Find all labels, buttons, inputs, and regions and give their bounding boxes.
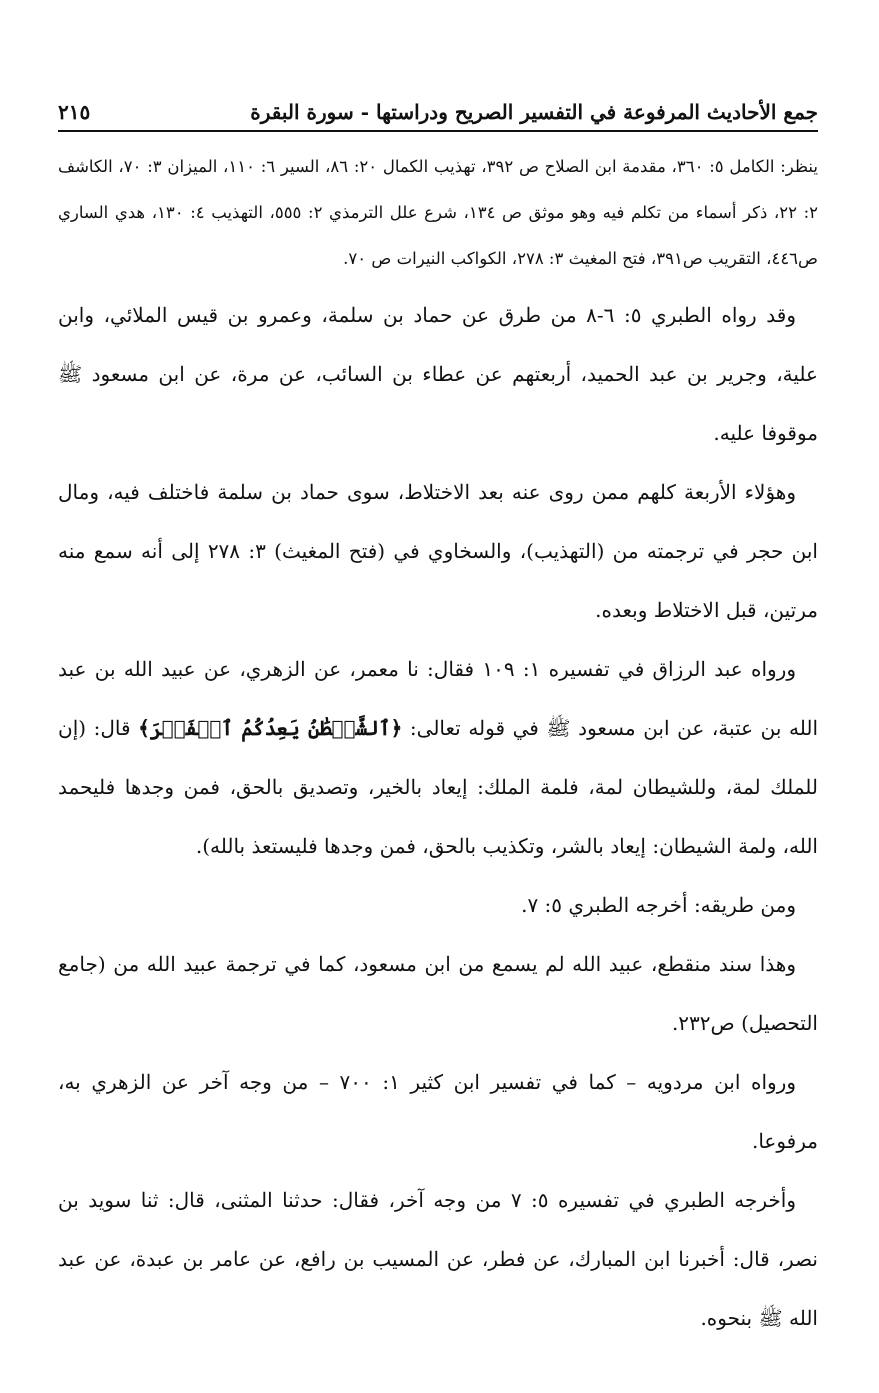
paragraph-abdurrazzaq-end: قال: (إن للملك لمة، وللشيطان لمة، فلمة الملك: إيعاد بالخير، وتصديق بالحق، فمن وجدها فليحمد الله، ولمة الشيطان: إيعاد بالشر، وتكذيب بالحق، فمن وجدها فليستعذ بالله). — [58, 716, 818, 858]
paragraph-tabari-narration: وقد رواه الطبري ٥: ٦-٨ من طرق عن حماد بن سلمة، وعمرو بن قيس الملائي، وابن علية، وجرير بن عبد الحميد، أربعتهم عن عطاء بن السائب، عن مرة، عن ابن مسعود ﷺ موقوفا عليه. — [58, 303, 818, 445]
quran-verse: ﴿ٱلشَّيۡطَٰنُ يَعِدُكُمُ ٱلۡفَقۡرَ﴾ — [138, 716, 403, 740]
paragraph-ibn-mardawayh: ورواه ابن مردويه – كما في تفسير ابن كثير ١: ٧٠٠ – من وجه آخر عن الزهري به، مرفوعا. — [58, 1070, 818, 1153]
paragraph-ikhtilat: وهؤلاء الأربعة كلهم ممن روى عنه بعد الاختلاط، سوى حماد بن سلمة فاختلف فيه، ومال ابن حجر في ترجمته من (التهذيب)، والسخاوي في (فتح المغيث) ٣: ٢٧٨ إلى أنه سمع منه مرتين، قبل الاختلاط وبعده. — [58, 480, 818, 622]
paragraph-munqati: وهذا سند منقطع، عبيد الله لم يسمع من ابن مسعود، كما في ترجمة عبيد الله من (جامع التحصيل) ص٢٣٢. — [58, 952, 818, 1035]
document-page — [58, 96, 818, 1348]
paragraph-tabari-other-route: وأخرجه الطبري في تفسيره ٥: ٧ من وجه آخر، فقال: حدثنا المثنى، قال: ثنا سويد بن نصر، قال: أخبرنا ابن المبارك، عن فطر، عن المسيب بن رافع، عن عامر بن عبدة، عن عبد الله ﷺ بنحوه. — [58, 1188, 818, 1330]
reference-footnote: ينظر: الكامل ٥: ٣٦٠، مقدمة ابن الصلاح ص ٣٩٢، تهذيب الكمال ٢٠: ٨٦، السير ٦: ١١٠، الميزان ٣: ٧٠، الكاشف ٢: ٢٢، ذكر أسماء من تكلم فيه وهو موثق ص ١٣٤، شرع علل الترمذي ٢: ٥٥٥، التهذيب ٤: ١٣٠، هدي الساري ص٤٤٦، التقريب ص٣٩١، فتح المغيث ٣: ٢٧٨، الكواكب النيرات ص ٧٠. — [58, 157, 819, 268]
paragraph-abdurrazzaq-start: ورواه عبد الرزاق في تفسيره ١: ١٠٩ فقال: نا معمر، عن الزهري، عن عبيد الله بن عبد الله بن عتبة، عن ابن مسعود ﷺ في قوله تعالى: — [58, 657, 819, 740]
page-number: ٢١٥ — [58, 100, 91, 124]
paragraph-min-tariqihi: ومن طريقه: أخرجه الطبري ٥: ٧. — [521, 893, 796, 917]
running-header — [58, 96, 818, 132]
main-text — [58, 286, 818, 1348]
paragraph-abdurrazzaq — [58, 640, 818, 876]
book-title: جمع الأحاديث المرفوعة في التفسير الصريح ودراستها - سورة البقرة — [250, 100, 818, 124]
